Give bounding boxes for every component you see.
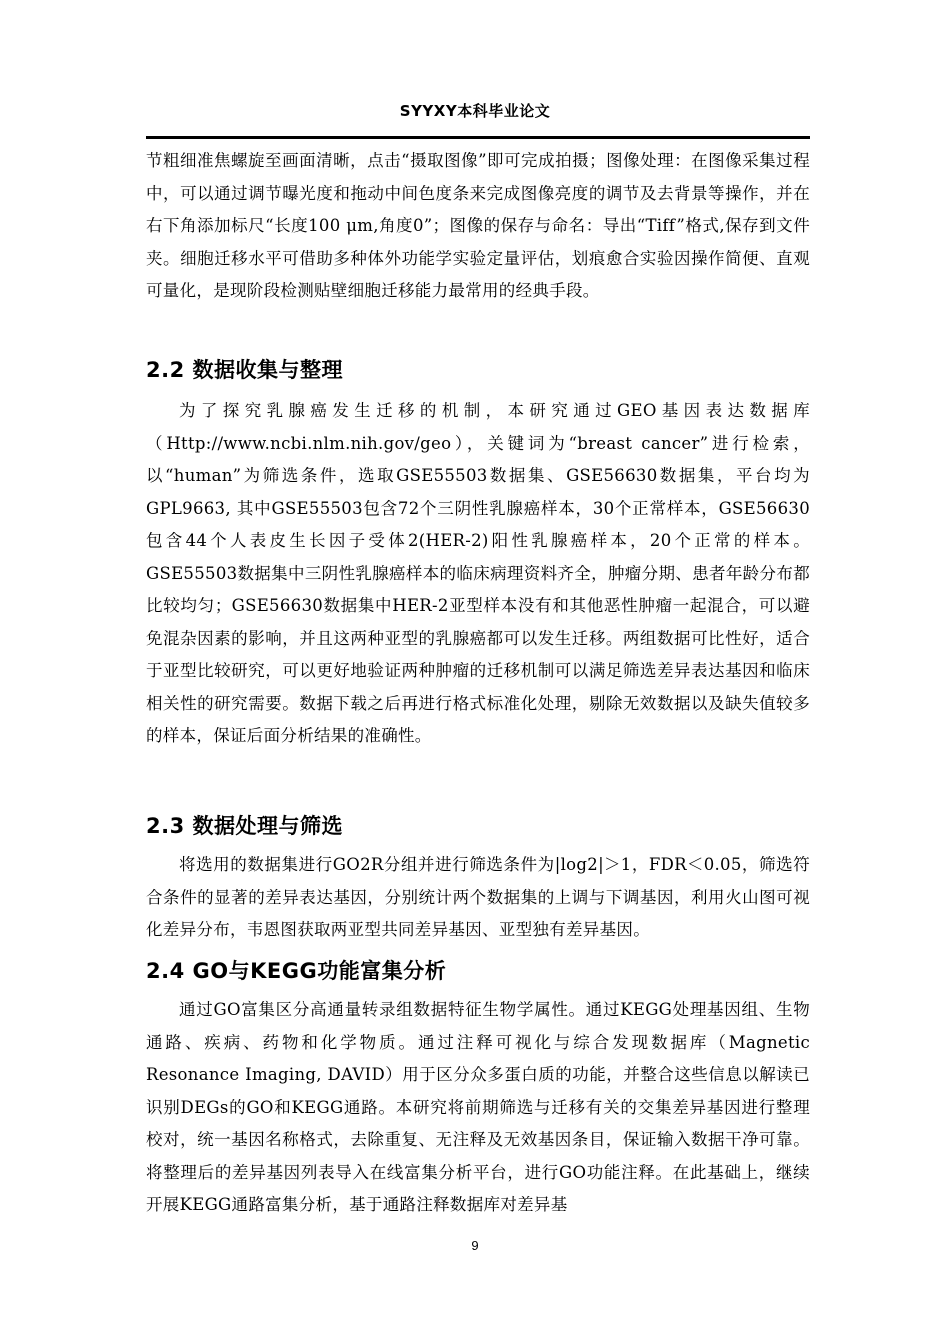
section-2-4 <box>146 955 810 985</box>
continued-paragraph: 节粗细准焦螺旋至画面清晰，点击“摄取图像”即可完成拍摄；图像处理：在图像采集过程中，可以通过调节曝光度和拖动中间色度条来完成图像亮度的调节及去背景等操作，并在右下角添加标尺“长度100 μm,角度0”；图像的保存与命名：导出“Tiff”格式,保存到文件夹。细胞迁移水平可借助多种体外功能学实验定量评估，划痕愈合实验因操作简便、直观可量化，是现阶段检测贴壁细胞迁移能力最常用的经典手段。 <box>146 151 810 300</box>
section-2-2-body <box>146 395 810 753</box>
section-heading: 2.2 数据收集与整理 <box>146 358 344 382</box>
section-2-3 <box>146 810 810 840</box>
continued-paragraph-block <box>146 145 810 308</box>
section-heading: 2.3 数据处理与筛选 <box>146 814 344 838</box>
section-2-2 <box>146 354 810 384</box>
section-2-4-body <box>146 994 810 1222</box>
section-2-3-body <box>146 849 810 947</box>
section-heading: 2.4 GO与KEGG功能富集分析 <box>146 959 447 983</box>
section-paragraph: 将选用的数据集进行GO2R分组并进行筛选条件为|log2|＞1，FDR＜0.05，筛选符合条件的显著的差异表达基因，分别统计两个数据集的上调与下调基因，利用火山图可视化差异分布，韦恩图获取两亚型共同差异基因、亚型独有差异基因。 <box>146 855 810 939</box>
running-header: SYYXY本科毕业论文 <box>399 102 551 120</box>
section-paragraph: 通过GO富集区分高通量转录组数据特征生物学属性。通过KEGG处理基因组、生物通路、疾病、药物和化学物质。通过注释可视化与综合发现数据库（Magnetic Resonance Imaging, DAVID）用于区分众多蛋白质的功能，并整合这些信息以解读已识别DEGs的GO和KEGG通路。本研究将前期筛选与迁移有关的交集差异基因进行整理校对，统一基因名称格式，去除重复、无注释及无效基因条目，保证输入数据干净可靠。将整理后的差异基因列表导入在线富集分析平台，进行GO功能注释。在此基础上，继续开展KEGG通路富集分析，基于通路注释数据库对差异基 <box>146 1000 810 1214</box>
header-rule <box>146 136 810 139</box>
page-number: 9 <box>471 1238 479 1253</box>
section-paragraph: 为了探究乳腺癌发生迁移的机制，本研究通过GEO基因表达数据库（Http://www.ncbi.nlm.nih.gov/geo），关键词为“breast cancer”进行检索，以“human”为筛选条件，选取GSE55503数据集、GSE56630数据集，平台均为GPL9663, 其中GSE55503包含72个三阴性乳腺癌样本，30个正常样本，GSE56630包含44个人表皮生长因子受体2(HER-2)阳性乳腺癌样本，20个正常的样本。GSE55503数据集中三阴性乳腺癌样本的临床病理资料齐全，肿瘤分期、患者年龄分布都比较均匀；GSE56630数据集中HER-2亚型样本没有和其他恶性肿瘤一起混合，可以避免混杂因素的影响，并且这两种亚型的乳腺癌都可以发生迁移。两组数据可比性好，适合于亚型比较研究，可以更好地验证两种肿瘤的迁移机制可以满足筛选差异表达基因和临床相关性的研究需要。数据下载之后再进行格式标准化处理，剔除无效数据以及缺失值较多的样本，保证后面分析结果的准确性。 <box>146 401 810 745</box>
